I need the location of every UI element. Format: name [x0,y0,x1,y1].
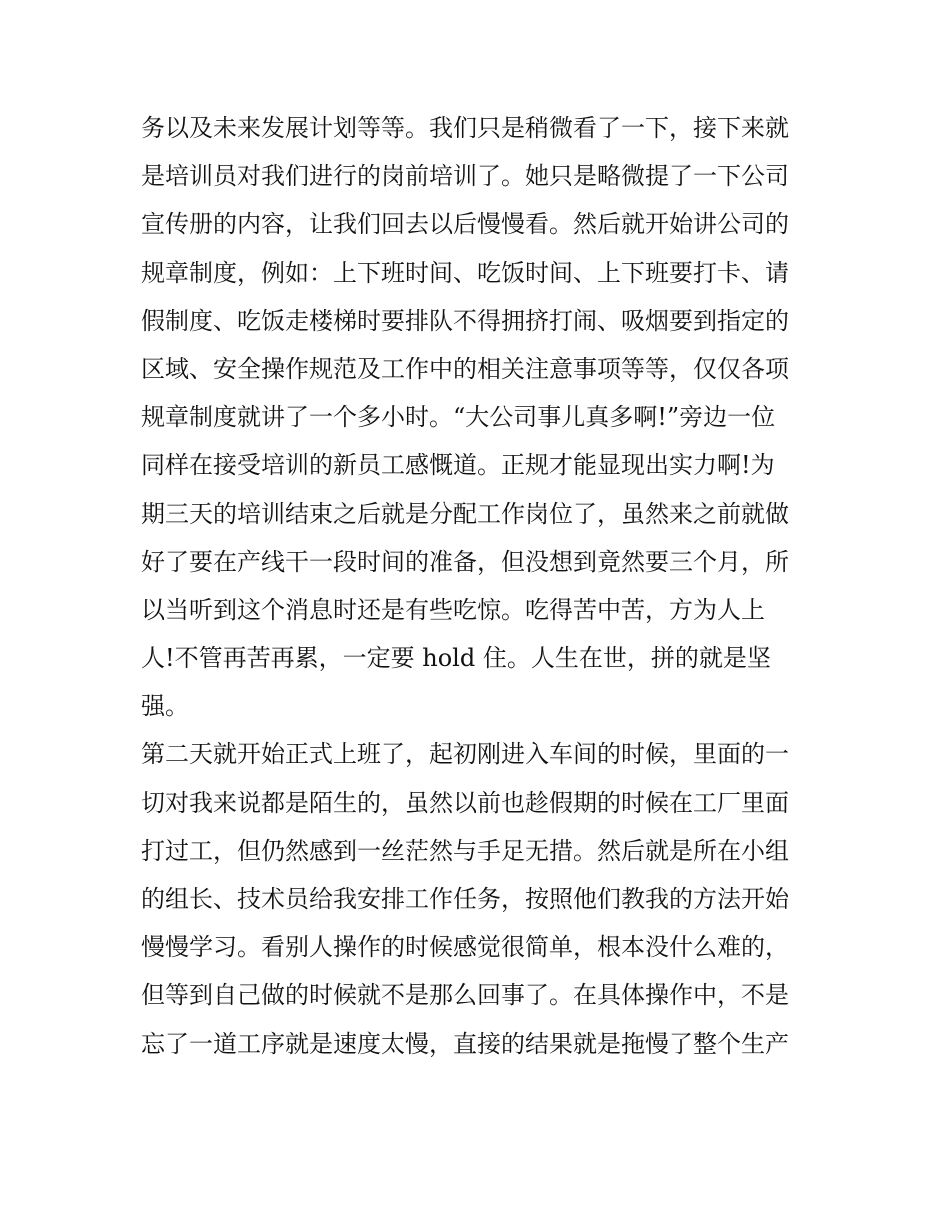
text-line: 人!不管再苦再累，一定要 hold 住。人生在世，拼的就是坚 [141,644,771,673]
text-line: 打过工，但仍然感到一丝茫然与手足无措。然后就是所在小组 [141,836,789,865]
text-line: 强。 [141,692,189,721]
text-line: 是培训员对我们进行的岗前培训了。她只是略微提了一下公司 [141,162,789,191]
text-line: 以当听到这个消息时还是有些吃惊。吃得苦中苦，方为人上 [141,595,765,624]
text-line: 的组长、技术员给我安排工作任务，按照他们教我的方法开始 [141,885,789,913]
text-line: 务以及未来发展计划等等。我们只是稍微看了一下，接下来就 [141,114,789,142]
text-line: 切对我来说都是陌生的，虽然以前也趁假期的时候在工厂里面 [141,788,789,817]
text-line: 假制度、吃饭走楼梯时要排队不得拥挤打闹、吸烟要到指定的 [141,306,789,335]
text-line: 同样在接受培训的新员工感慨道。正规才能显现出实力啊!为 [141,451,775,480]
text-line: 第二天就开始正式上班了，起初刚进入车间的时候，里面的一 [141,740,789,769]
text-line: 区域、安全操作规范及工作中的相关注意事项等等，仅仅各项 [141,354,789,383]
text-line: 忘了一道工序就是速度太慢，直接的结果就是拖慢了整个生产 [141,1029,789,1058]
text-line: 好了要在产线干一段时间的准备，但没想到竟然要三个月，所 [141,547,789,576]
text-line: 但等到自己做的时候就不是那么回事了。在具体操作中，不是 [141,981,789,1010]
text-line: 规章制度就讲了一个多小时。“大公司事儿真多啊!”旁边一位 [141,403,776,432]
text-line: 规章制度，例如：上下班时间、吃饭时间、上下班要打卡、请 [141,258,789,287]
body-text [141,104,821,1068]
text-line: 宣传册的内容，让我们回去以后慢慢看。然后就开始讲公司的 [141,210,789,239]
text-line: 期三天的培训结束之后就是分配工作岗位了，虽然来之前就做 [141,499,789,528]
text-line: 慢慢学习。看别人操作的时候感觉很简单，根本没什么难的， [141,933,789,962]
